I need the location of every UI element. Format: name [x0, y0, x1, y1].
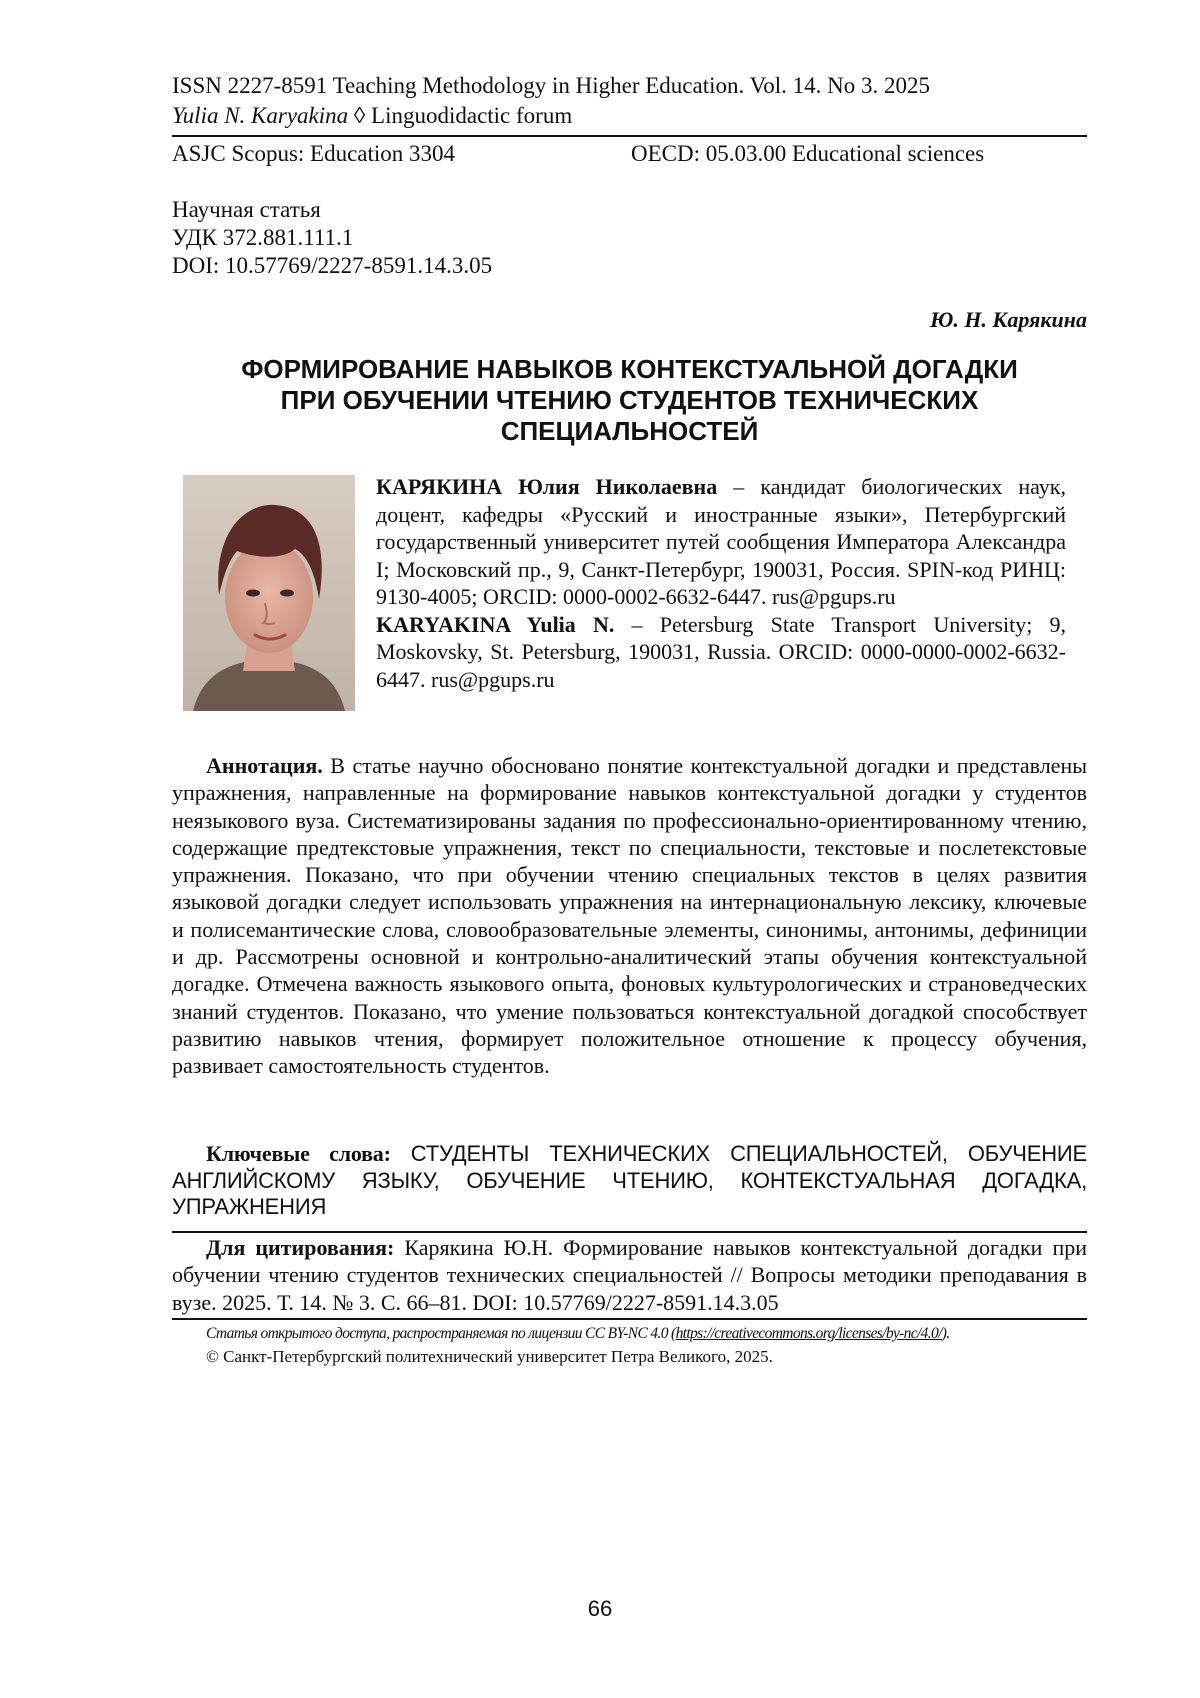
keywords-divider [172, 1231, 1087, 1233]
author-en [376, 611, 1066, 694]
license-text: Статья открытого доступа, распространяемая по лицензии CC BY-NC 4.0 ( [206, 1325, 676, 1342]
abstract-label: Аннотация. [206, 753, 323, 778]
title-line: ПРИ ОБУЧЕНИИ ЧТЕНИЮ СТУДЕНТОВ ТЕХНИЧЕСКИХ [280, 385, 979, 415]
keywords-label: Ключевые слова: [206, 1141, 391, 1166]
page-number: 66 [587, 1596, 613, 1621]
citation [172, 1234, 1087, 1316]
author-information [376, 473, 1066, 693]
license-tail: ). [941, 1325, 950, 1342]
running-header [172, 102, 572, 130]
license-link[interactable]: https://creativecommons.org/licenses/by-nc/4.0/ [675, 1325, 942, 1342]
author-ru [376, 473, 1066, 611]
author-en-name: KARYAKINA Yulia N. [376, 611, 615, 637]
abstract-text: В статье научно обосновано понятие контекстуальной догадки и представлены упражнения, направленные на формирование навыков контекстуальной догадки у студентов неязыкового вуза. Систематизированы задания по профессионально-ориентированному чтению, содержащие предтекстовые упражнения, текст по специальности, текстовые и послетекстовые упражнения. Показано, что при обучении чтению специальных текстов в целях развития языковой догадки следует использовать упражнения на интернациональную лексику, ключевые и полисемантические слова, словообразовательные элементы, синонимы, антонимы, дефиниции и др. Рассмотрены основной и контрольно-аналитический этапы обучения контекстуальной догадке. Отмечена важность языкового опыта, фоновых культурологических и страноведческих знаний студентов. Показано, что умение пользоваться контекстуальной догадкой способствует развитию навыков чтения, формирует положительное отношение к процессу обучения, развивает самостоятельность студентов. [172, 753, 1087, 1079]
author-en-details: – Petersburg State Transport University; 9, Moskovsky, St. Petersburg, 190031, Russia. ORCID: 0000-0000-0002-6632-6447. rus@pgups.ru [376, 611, 1066, 692]
running-separator: ◊ [353, 103, 366, 128]
asjc-classification: ASJC Scopus: Education 3304 [172, 141, 456, 166]
doi: DOI: 10.57769/2227-8591.14.3.05 [172, 253, 493, 278]
title-line: ФОРМИРОВАНИЕ НАВЫКОВ КОНТЕКСТУАЛЬНОЙ ДОГАДКИ [241, 354, 1018, 384]
author-ru-details: – кандидат биологических наук, доцент, кафедры «Русский и иностранные языки», Петербургский государственный университет путей сообщения Императора Александра I; Московский пр., 9, Санкт-Петербург, 190031, Россия. SPIN-код РИНЦ: 9130-4005; ORCID: 0000-0002-6632-6447. rus@pgups.ru [376, 474, 1066, 609]
header-divider [172, 135, 1087, 137]
citation-divider [172, 1318, 1087, 1320]
keywords-text: СТУДЕНТЫ ТЕХНИЧЕСКИХ СПЕЦИАЛЬНОСТЕЙ, ОБУЧЕНИЕ АНГЛИЙСКОМУ ЯЗЫКУ, ОБУЧЕНИЕ ЧТЕНИЮ, КОНТЕКСТУАЛЬНАЯ ДОГАДКА, УПРАЖНЕНИЯ [172, 1141, 1088, 1219]
keywords [172, 1141, 1087, 1221]
copyright-notice: © Санкт-Петербургский политехнический университет Петра Великого, 2025. [206, 1347, 773, 1366]
author-byline: Ю. Н. Карякина [930, 307, 1087, 332]
author-ru-name: КАРЯКИНА Юлия Николаевна [376, 474, 718, 499]
title-line: СПЕЦИАЛЬНОСТЕЙ [500, 416, 759, 446]
oecd-classification: OECD: 05.03.00 Educational sciences [631, 141, 985, 166]
author-photo [183, 475, 355, 711]
citation-label: Для цитирования: [206, 1235, 395, 1260]
article-title [172, 354, 1087, 447]
journal-issn-line: ISSN 2227-8591 Teaching Methodology in Higher Education. Vol. 14. No 3. 2025 [172, 73, 930, 98]
license-notice [206, 1323, 1091, 1344]
article-type: Научная статья [172, 197, 321, 222]
citation-text: Карякина Ю.Н. Формирование навыков контекстуальной догадки при обучении чтению студентов технических специальностей // Вопросы методики преподавания в вузе. 2025. Т. 14. № 3. С. 66–81. DOI: 10.57769/2227-8591.14.3.05 [172, 1235, 1087, 1315]
running-author: Yulia N. Karyakina [172, 103, 349, 128]
udk-code: УДК 372.881.111.1 [172, 225, 354, 250]
abstract [172, 752, 1087, 1080]
running-section: Linguodidactic forum [371, 103, 573, 128]
